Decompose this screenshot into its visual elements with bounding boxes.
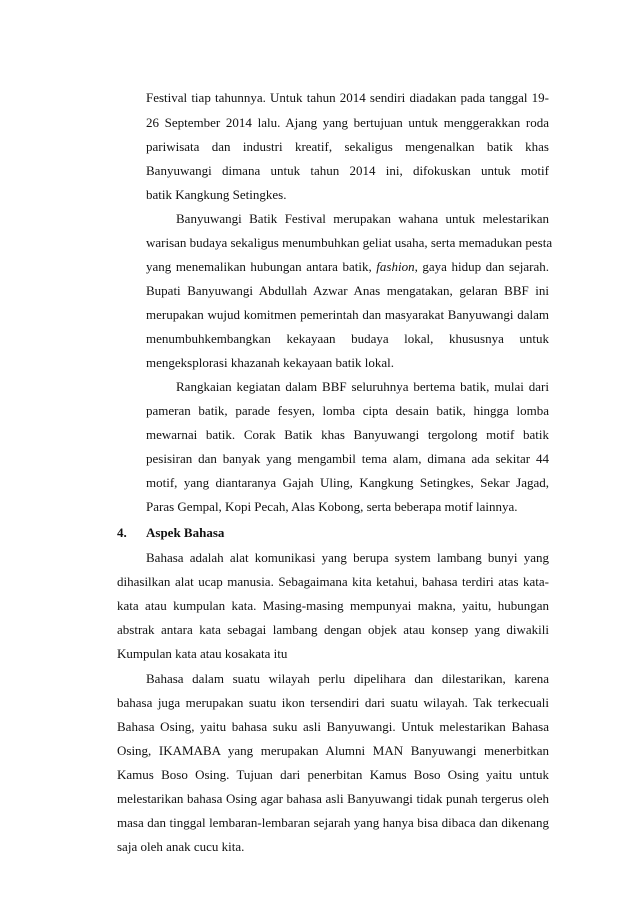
text-line: menumbuhkembangkan kekayaan budaya lokal, khususnya untuk: [146, 331, 549, 346]
text-line: Bupati Banyuwangi Abdullah Azwar Anas mengatakan, gelaran BBF ini: [146, 283, 549, 298]
text-line: Banyuwangi Batik Festival merupakan wahana untuk melestarikan: [176, 211, 549, 226]
text-line: kata atau kumpulan kata. Masing-masing mempunyai makna, yaitu, hubungan: [117, 598, 549, 613]
text-line: dihasilkan alat ucap manusia. Sebagaimana kita ketahui, bahasa terdiri atas kata-: [117, 574, 549, 589]
text-line: Bahasa Osing, yaitu bahasa suku asli Banyuwangi. Untuk melestarikan Bahasa: [117, 719, 549, 734]
text-line: warisan budaya sekaligus menumbuhkan geliat usaha, serta memadukan pesta: [146, 235, 553, 250]
text-line: melestarikan bahasa Osing agar bahasa asli Banyuwangi tidak punah tergerus oleh: [117, 791, 549, 806]
text-line: masa dan tinggal lembaran-lembaran sejarah yang hanya bisa dibaca dan dikenang: [117, 815, 549, 830]
section-title: Aspek Bahasa: [146, 525, 225, 540]
text-line: Rangkaian kegiatan dalam BBF seluruhnya bertema batik, mulai dari: [176, 379, 549, 394]
text-line: motif, yang diantaranya Gajah Uling, Kangkung Setingkes, Sekar Jagad,: [146, 475, 549, 490]
text-line: Osing, IKAMABA yang merupakan Alumni MAN Banyuwangi menerbitkan: [117, 743, 549, 758]
text-line: Kamus Boso Osing. Tujuan dari penerbitan Kamus Boso Osing yaitu untuk: [117, 767, 549, 782]
text-segment: , gaya hidup dan sejarah.: [414, 259, 550, 274]
text-line: 26 September 2014 lalu. Ajang yang bertujuan untuk menggerakkan roda: [146, 115, 549, 130]
text-line: Bahasa dalam suatu wilayah perlu dipelihara dan dilestarikan, karena: [146, 671, 549, 686]
text-line: mewarnai batik. Corak Batik khas Banyuwangi tergolong motif batik: [146, 427, 549, 442]
text-line: merupakan wujud komitmen pemerintah dan masyarakat Banyuwangi dalam: [146, 307, 549, 322]
text-line: Festival tiap tahunnya. Untuk tahun 2014 sendiri diadakan pada tanggal 19-: [146, 90, 549, 105]
text-segment: yang menemalikan hubungan antara batik,: [146, 259, 377, 274]
text-line: saja oleh anak cucu kita.: [117, 839, 245, 854]
text-line: abstrak antara kata sebagai lambang dengan objek atau konsep yang diwakili: [117, 622, 549, 637]
section-number: 4.: [117, 525, 127, 540]
text-line: mengeksplorasi khazanah kekayaan batik lokal.: [146, 355, 394, 370]
text-line: Banyuwangi dimana untuk tahun 2014 ini, difokuskan untuk motif: [146, 163, 549, 178]
italic-term: fashion: [376, 259, 415, 274]
text-line: pariwisata dan industri kreatif, sekaligus mengenalkan batik khas: [146, 139, 549, 154]
text-line: batik Kangkung Setingkes.: [146, 187, 287, 202]
text-line: Kumpulan kata atau kosakata itu: [117, 646, 288, 661]
text-line: pesisiran dan banyak yang mengambil tema alam, dimana ada sekitar 44: [146, 451, 549, 466]
text-line: bahasa juga merupakan suatu ikon tersendiri dari suatu wilayah. Tak terkecuali: [117, 695, 549, 710]
text-line: [146, 259, 549, 275]
text-line: Bahasa adalah alat komunikasi yang berupa system lambang bunyi yang: [146, 550, 549, 565]
text-line: pameran batik, parade fesyen, lomba cipta desain batik, hingga lomba: [146, 403, 549, 418]
text-line: Paras Gempal, Kopi Pecah, Alas Kobong, serta beberapa motif lainnya.: [146, 499, 518, 514]
